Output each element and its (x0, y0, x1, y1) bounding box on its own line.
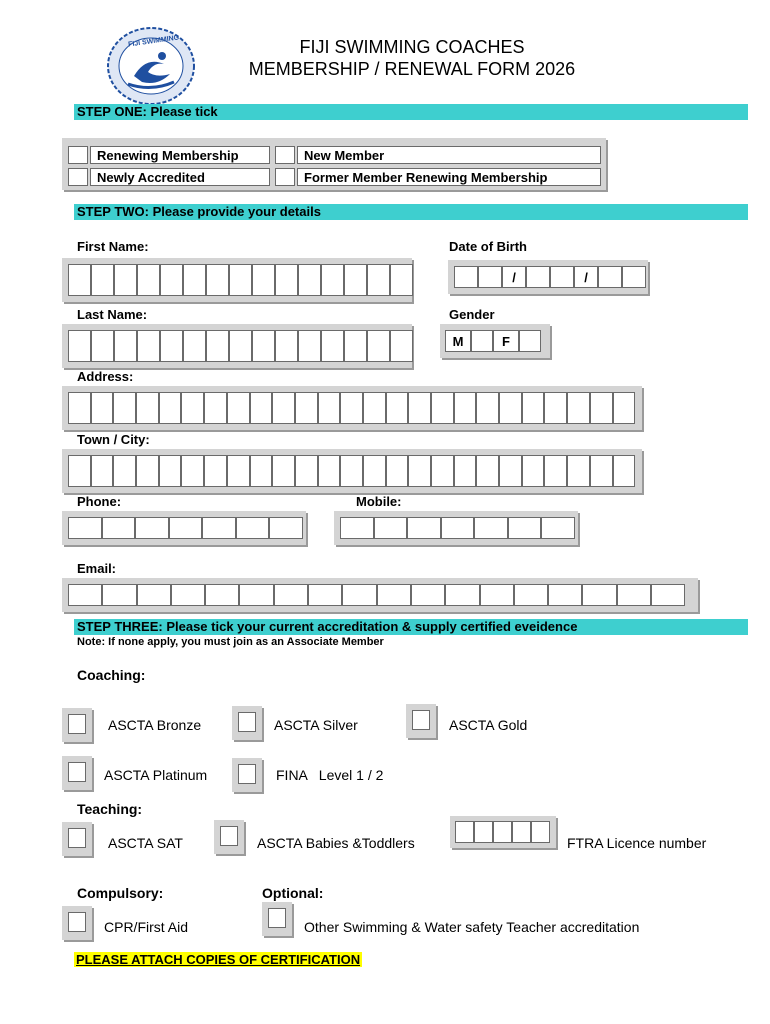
dob-year-cell[interactable] (622, 266, 646, 288)
town-city-cell[interactable] (613, 455, 636, 487)
town-city-cell[interactable] (363, 455, 386, 487)
email-cell[interactable] (102, 584, 136, 606)
last-name-cell[interactable] (321, 330, 344, 362)
form-title-line2: MEMBERSHIP / RENEWAL FORM 2026 (248, 59, 576, 79)
town-city-cell[interactable] (499, 455, 522, 487)
ascta-platinum-label: ASCTA Platinum (104, 767, 208, 783)
first-name-cell[interactable] (229, 264, 252, 296)
last-name-cells[interactable] (68, 330, 413, 362)
cpr-first-aid-checkbox[interactable] (62, 906, 92, 940)
address-cell[interactable] (318, 392, 341, 424)
optional-label: Optional: (262, 885, 324, 901)
first-name-cell[interactable] (114, 264, 137, 296)
last-name-cell[interactable] (252, 330, 275, 362)
mobile-cells[interactable] (340, 517, 575, 539)
address-cell[interactable] (91, 392, 114, 424)
gender-f-label: F (493, 330, 519, 352)
email-cell[interactable] (171, 584, 205, 606)
email-cell[interactable] (308, 584, 342, 606)
address-cell[interactable] (181, 392, 204, 424)
town-city-cell[interactable] (136, 455, 159, 487)
phone-cell[interactable] (202, 517, 236, 539)
address-cell[interactable] (272, 392, 295, 424)
ftra-licence-field[interactable] (450, 816, 556, 848)
gender-m-label: M (445, 330, 471, 352)
address-cell[interactable] (499, 392, 522, 424)
step-three-note: Note: If none apply, you must join as an Associate Member (77, 636, 384, 648)
logo-lettering: FIJI SWIMMING (127, 34, 180, 49)
last-name-cell[interactable] (114, 330, 137, 362)
compulsory-label: Compulsory: (77, 885, 164, 901)
mobile-cell[interactable] (407, 517, 441, 539)
last-name-cell[interactable] (298, 330, 321, 362)
gender-m-checkbox[interactable] (471, 330, 493, 352)
first-name-cell[interactable] (390, 264, 413, 296)
address-cells[interactable] (68, 392, 635, 424)
address-cell[interactable] (567, 392, 590, 424)
email-cells[interactable] (68, 584, 685, 606)
other-accreditation-checkbox[interactable] (262, 902, 292, 936)
town-city-cell[interactable] (295, 455, 318, 487)
mobile-cell[interactable] (374, 517, 408, 539)
ftra-licence-cell[interactable] (474, 821, 493, 843)
step-three-heading: STEP THREE: Please tick your current accreditation & supply certified eveidence (74, 619, 748, 635)
mobile-field[interactable] (334, 511, 578, 545)
town-city-cell[interactable] (408, 455, 431, 487)
ascta-silver-label: ASCTA Silver (274, 717, 358, 733)
dob-separator: / (574, 266, 598, 288)
last-name-cell[interactable] (91, 330, 114, 362)
phone-field[interactable] (62, 511, 306, 545)
new-member-label-box (297, 146, 601, 164)
town-city-cell[interactable] (522, 455, 545, 487)
address-cell[interactable] (159, 392, 182, 424)
address-cell[interactable] (431, 392, 454, 424)
last-name-field[interactable] (62, 324, 412, 368)
coaching-label: Coaching: (77, 667, 146, 683)
mobile-cell[interactable] (474, 517, 508, 539)
first-name-cell[interactable] (298, 264, 321, 296)
email-cell[interactable] (548, 584, 582, 606)
newly-accredited-label: Newly Accredited (97, 169, 205, 185)
address-cell[interactable] (68, 392, 91, 424)
ftra-licence-cells[interactable] (455, 821, 550, 843)
town-city-cell[interactable] (68, 455, 91, 487)
last-name-cell[interactable] (183, 330, 206, 362)
town-city-cell[interactable] (476, 455, 499, 487)
last-name-cell[interactable] (275, 330, 298, 362)
newly-accredited-label-box (90, 168, 270, 186)
address-cell[interactable] (454, 392, 477, 424)
email-cell[interactable] (445, 584, 479, 606)
dob-label: Date of Birth (449, 239, 527, 254)
email-cell[interactable] (342, 584, 376, 606)
email-cell[interactable] (68, 584, 102, 606)
phone-cells[interactable] (68, 517, 303, 539)
last-name-cell[interactable] (229, 330, 252, 362)
ascta-gold-label: ASCTA Gold (449, 717, 528, 733)
phone-cell[interactable] (236, 517, 270, 539)
address-cell[interactable] (408, 392, 431, 424)
dob-month-cell[interactable] (526, 266, 550, 288)
first-name-cell[interactable] (68, 264, 91, 296)
last-name-cell[interactable] (68, 330, 91, 362)
address-cell[interactable] (363, 392, 386, 424)
last-name-cell[interactable] (344, 330, 367, 362)
town-city-cell[interactable] (454, 455, 477, 487)
address-cell[interactable] (250, 392, 273, 424)
dob-separator: / (502, 266, 526, 288)
ascta-babies-toddlers-checkbox[interactable] (214, 820, 244, 854)
email-cell[interactable] (480, 584, 514, 606)
dob-cells[interactable] (454, 266, 646, 288)
address-cell[interactable] (113, 392, 136, 424)
step-two-heading: STEP TWO: Please provide your details (74, 204, 748, 220)
first-name-cell[interactable] (367, 264, 390, 296)
ftra-licence-cell[interactable] (531, 821, 550, 843)
address-field[interactable] (62, 386, 642, 430)
mobile-cell[interactable] (441, 517, 475, 539)
dob-field[interactable] (448, 260, 648, 294)
address-cell[interactable] (227, 392, 250, 424)
first-name-cell[interactable] (160, 264, 183, 296)
address-cell[interactable] (204, 392, 227, 424)
new-member-checkbox[interactable] (275, 146, 295, 164)
fina-level-checkbox[interactable] (232, 758, 262, 792)
phone-cell[interactable] (135, 517, 169, 539)
email-cell[interactable] (411, 584, 445, 606)
mobile-label: Mobile: (356, 494, 402, 509)
first-name-field[interactable] (62, 258, 412, 302)
town-city-cell[interactable] (250, 455, 273, 487)
first-name-label: First Name: (77, 239, 149, 254)
renewing-membership-label: Renewing Membership (97, 147, 239, 163)
email-cell[interactable] (377, 584, 411, 606)
email-cell[interactable] (651, 584, 685, 606)
town-city-cell[interactable] (590, 455, 613, 487)
new-member-label: New Member (304, 147, 385, 163)
town-city-cell[interactable] (159, 455, 182, 487)
newly-accredited-checkbox[interactable] (68, 168, 88, 186)
ftra-licence-cell[interactable] (493, 821, 512, 843)
dob-month-cell[interactable] (550, 266, 574, 288)
phone-cell[interactable] (102, 517, 136, 539)
gender-field[interactable] (440, 324, 550, 358)
town-city-cell[interactable] (567, 455, 590, 487)
phone-label: Phone: (77, 494, 122, 509)
email-cell[interactable] (582, 584, 616, 606)
address-label: Address: (77, 369, 134, 384)
first-name-cell[interactable] (137, 264, 160, 296)
first-name-cell[interactable] (206, 264, 229, 296)
ftra-licence-label: FTRA Licence number (567, 835, 707, 851)
email-cell[interactable] (239, 584, 273, 606)
former-member-label: Former Member Renewing Membership (304, 169, 548, 185)
form-title-line1: FIJI SWIMMING COACHES (299, 37, 525, 57)
last-name-cell[interactable] (206, 330, 229, 362)
address-cell[interactable] (522, 392, 545, 424)
town-city-cell[interactable] (204, 455, 227, 487)
phone-cell[interactable] (68, 517, 102, 539)
address-cell[interactable] (340, 392, 363, 424)
dob-day-cell[interactable] (478, 266, 502, 288)
email-cell[interactable] (514, 584, 548, 606)
ascta-platinum-checkbox[interactable] (62, 756, 92, 790)
last-name-cell[interactable] (367, 330, 390, 362)
last-name-cell[interactable] (160, 330, 183, 362)
town-city-cell[interactable] (544, 455, 567, 487)
address-cell[interactable] (386, 392, 409, 424)
first-name-cell[interactable] (321, 264, 344, 296)
email-field[interactable] (62, 578, 698, 612)
first-name-cell[interactable] (91, 264, 114, 296)
address-cell[interactable] (613, 392, 636, 424)
gender-label: Gender (449, 307, 495, 322)
town-city-cell[interactable] (181, 455, 204, 487)
town-city-cell[interactable] (431, 455, 454, 487)
mobile-cell[interactable] (340, 517, 374, 539)
step-one-heading: STEP ONE: Please tick (74, 104, 748, 120)
former-member-checkbox[interactable] (275, 168, 295, 186)
ascta-silver-checkbox[interactable] (232, 706, 262, 740)
town-city-field[interactable] (62, 449, 642, 493)
email-cell[interactable] (205, 584, 239, 606)
last-name-label: Last Name: (77, 307, 148, 322)
other-accreditation-label: Other Swimming & Water safety Teacher accreditation (304, 919, 640, 935)
last-name-cell[interactable] (390, 330, 413, 362)
mobile-cell[interactable] (508, 517, 542, 539)
ascta-babies-toddlers-label: ASCTA Babies &Toddlers (257, 835, 415, 851)
email-cell[interactable] (274, 584, 308, 606)
attach-certification-text: PLEASE ATTACH COPIES OF CERTIFICATION (76, 952, 361, 967)
town-city-cell[interactable] (227, 455, 250, 487)
town-city-cell[interactable] (386, 455, 409, 487)
fiji-swimming-logo (106, 26, 196, 106)
town-city-cells[interactable] (68, 455, 635, 487)
fina-level-label: FINA Level 1 / 2 (276, 767, 384, 783)
address-cell[interactable] (136, 392, 159, 424)
address-cell[interactable] (295, 392, 318, 424)
town-city-cell[interactable] (113, 455, 136, 487)
ascta-bronze-checkbox[interactable] (62, 708, 92, 742)
ascta-bronze-label: ASCTA Bronze (108, 717, 202, 733)
address-cell[interactable] (544, 392, 567, 424)
mobile-cell[interactable] (541, 517, 575, 539)
email-cell[interactable] (137, 584, 171, 606)
ascta-gold-checkbox[interactable] (406, 704, 436, 738)
teaching-label: Teaching: (77, 801, 143, 817)
address-cell[interactable] (476, 392, 499, 424)
phone-cell[interactable] (169, 517, 203, 539)
renewing-membership-checkbox[interactable] (68, 146, 88, 164)
ascta-sat-label: ASCTA SAT (108, 835, 183, 851)
town-city-cell[interactable] (318, 455, 341, 487)
gender-f-checkbox[interactable] (519, 330, 541, 352)
address-cell[interactable] (590, 392, 613, 424)
town-city-label: Town / City: (77, 432, 150, 447)
first-name-cells[interactable] (68, 264, 413, 296)
dob-day-cell[interactable] (454, 266, 478, 288)
cpr-first-aid-label: CPR/First Aid (104, 919, 189, 935)
first-name-cell[interactable] (275, 264, 298, 296)
former-member-label-box (297, 168, 601, 186)
attach-certification-notice (74, 951, 362, 969)
email-cell[interactable] (617, 584, 651, 606)
dob-year-cell[interactable] (598, 266, 622, 288)
last-name-cell[interactable] (137, 330, 160, 362)
town-city-cell[interactable] (340, 455, 363, 487)
ascta-sat-checkbox[interactable] (62, 822, 92, 856)
town-city-cell[interactable] (91, 455, 114, 487)
gender-cells[interactable] (445, 330, 541, 352)
first-name-cell[interactable] (252, 264, 275, 296)
ftra-licence-cell[interactable] (455, 821, 474, 843)
town-city-cell[interactable] (272, 455, 295, 487)
renewing-membership-label-box (90, 146, 270, 164)
ftra-licence-cell[interactable] (512, 821, 531, 843)
phone-cell[interactable] (269, 517, 303, 539)
first-name-cell[interactable] (344, 264, 367, 296)
first-name-cell[interactable] (183, 264, 206, 296)
email-label: Email: (77, 561, 117, 576)
